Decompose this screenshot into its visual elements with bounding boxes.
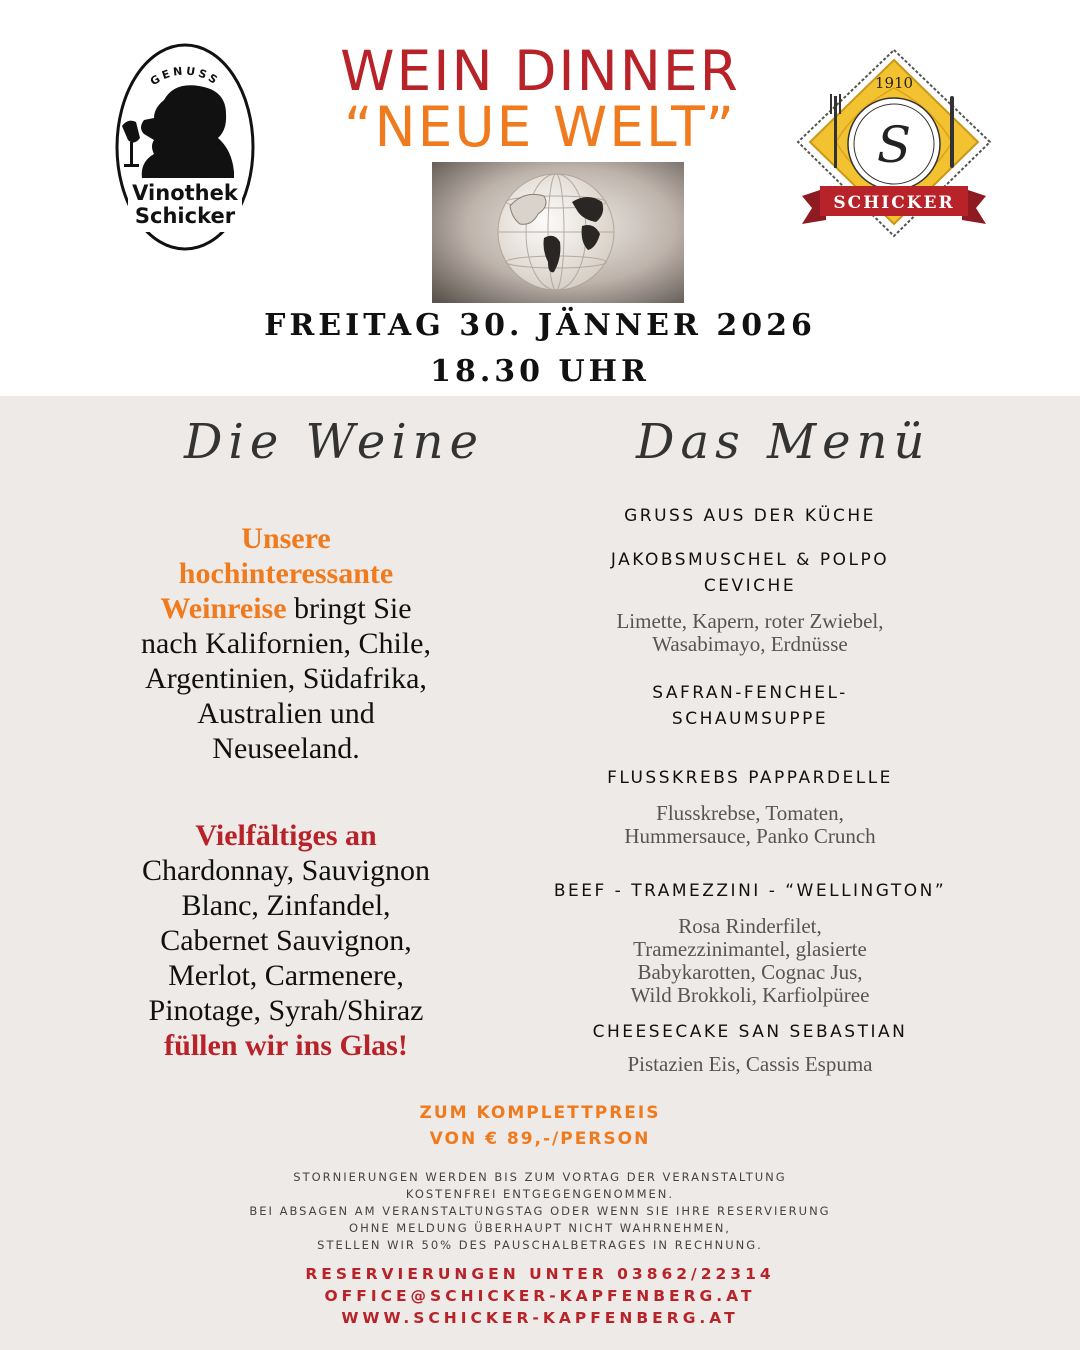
- menu-course-5-description: Wild Brokkoli, Karfiolpüree: [630, 983, 870, 1007]
- logo-name-line2: Schicker: [134, 204, 236, 228]
- menu-course-5-description: Rosa Rinderfilet,: [678, 914, 822, 938]
- logo-monogram: S: [876, 116, 912, 174]
- menu-course-4-description: Flusskrebse, Tomaten,: [656, 801, 844, 825]
- cancellation-note: OHNE MELDUNG ÜBERHAUPT NICHT WAHRNEHMEN,: [349, 1221, 731, 1235]
- price-line-2: VON € 89,-/PERSON: [429, 1129, 651, 1149]
- menu-course-2: JAKOBSMUSCHEL & POLPO: [610, 550, 890, 570]
- event-date: FREITAG 30. JÄNNER 2026: [264, 308, 816, 343]
- wines-intro-paragraph: [96, 521, 476, 766]
- wines-intro-line: Unsere: [241, 522, 331, 555]
- wines-varieties-line: Cabernet Sauvignon,: [160, 924, 412, 957]
- reservation-email-link[interactable]: OFFICE@SCHICKER-KAPFENBERG.AT: [324, 1287, 756, 1305]
- price-line-1: ZUM KOMPLETTPREIS: [419, 1103, 661, 1123]
- wines-intro-line: Neuseeland.: [212, 732, 360, 765]
- reservation-phone[interactable]: RESERVIERUNGEN UNTER 03862/22314: [305, 1265, 775, 1283]
- menu-course-5-description: Babykarotten, Cognac Jus,: [637, 960, 863, 984]
- menu-course-5: BEEF - TRAMEZZINI - “WELLINGTON”: [553, 881, 947, 901]
- wines-varieties-line: Merlot, Carmenere,: [168, 959, 404, 992]
- event-title: WEIN DINNER: [340, 39, 740, 103]
- logo-banner-text: SCHICKER: [833, 193, 955, 213]
- wines-heading: Die Weine: [184, 414, 484, 470]
- menu-course-1: GRUSS AUS DER KÜCHE: [624, 506, 876, 526]
- menu-course-4-description: Hummersauce, Panko Crunch: [624, 824, 876, 848]
- logo-name-line1: Vinothek: [132, 181, 238, 205]
- wines-varieties-intro: Vielfältiges an: [195, 819, 377, 852]
- wines-varieties-paragraph: [96, 818, 476, 1063]
- wines-intro-line: Argentinien, Südafrika,: [145, 662, 427, 695]
- website-link[interactable]: WWW.SCHICKER-KAPFENBERG.AT: [341, 1309, 739, 1327]
- menu-course-6: CHEESECAKE SAN SEBASTIAN: [592, 1022, 908, 1042]
- wines-intro-line: Australien und: [197, 697, 375, 730]
- wines-intro-line: nach Kalifornien, Chile,: [141, 627, 431, 660]
- wines-intro-highlight: Weinreise: [160, 592, 287, 625]
- menu-course-2-description: Wasabimayo, Erdnüsse: [652, 632, 848, 656]
- menu-course-2-description: Limette, Kapern, roter Zwiebel,: [616, 609, 884, 633]
- menu-course-5-description: Tramezzinimantel, glasierte: [633, 937, 867, 961]
- cancellation-note: KOSTENFREI ENTGEGENGENOMMEN.: [405, 1187, 675, 1201]
- wines-varieties-line: Pinotage, Syrah/Shiraz: [148, 994, 424, 1027]
- wines-varieties-closing: füllen wir ins Glas!: [164, 1029, 408, 1062]
- menu-heading: Das Menü: [636, 414, 931, 470]
- cancellation-note: STELLEN WIR 50% DES PAUSCHALBETRAGES IN RECHNUNG.: [317, 1238, 763, 1252]
- wines-varieties-line: Chardonnay, Sauvignon: [141, 854, 431, 887]
- menu-course-3-line2: SCHAUMSUPPE: [671, 709, 829, 729]
- event-subtitle: “NEUE WELT”: [344, 95, 736, 159]
- logo-arc-text: GENUSS: [147, 64, 223, 89]
- cancellation-note: STORNIERUNGEN WERDEN BIS ZUM VORTAG DER VERANSTALTUNG: [293, 1170, 787, 1184]
- cancellation-note: BEI ABSAGEN AM VERANSTALTUNGSTAG ODER WENN SIE IHRE RESERVIERUNG: [249, 1204, 831, 1218]
- logo-year: 1910: [874, 74, 914, 92]
- menu-course-4: FLUSSKREBS PAPPARDELLE: [607, 768, 893, 788]
- wines-varieties-line: Blanc, Zinfandel,: [181, 889, 391, 922]
- menu-course-3: SAFRAN-FENCHEL-: [652, 683, 848, 703]
- menu-course-6-description: Pistazien Eis, Cassis Espuma: [627, 1052, 873, 1076]
- event-time: 18.30 UHR: [430, 354, 650, 389]
- wines-intro-line: hochinteressante: [178, 557, 394, 590]
- menu-course-2-line2: CEVICHE: [703, 576, 797, 596]
- wines-intro-text: bringt Sie: [286, 592, 412, 625]
